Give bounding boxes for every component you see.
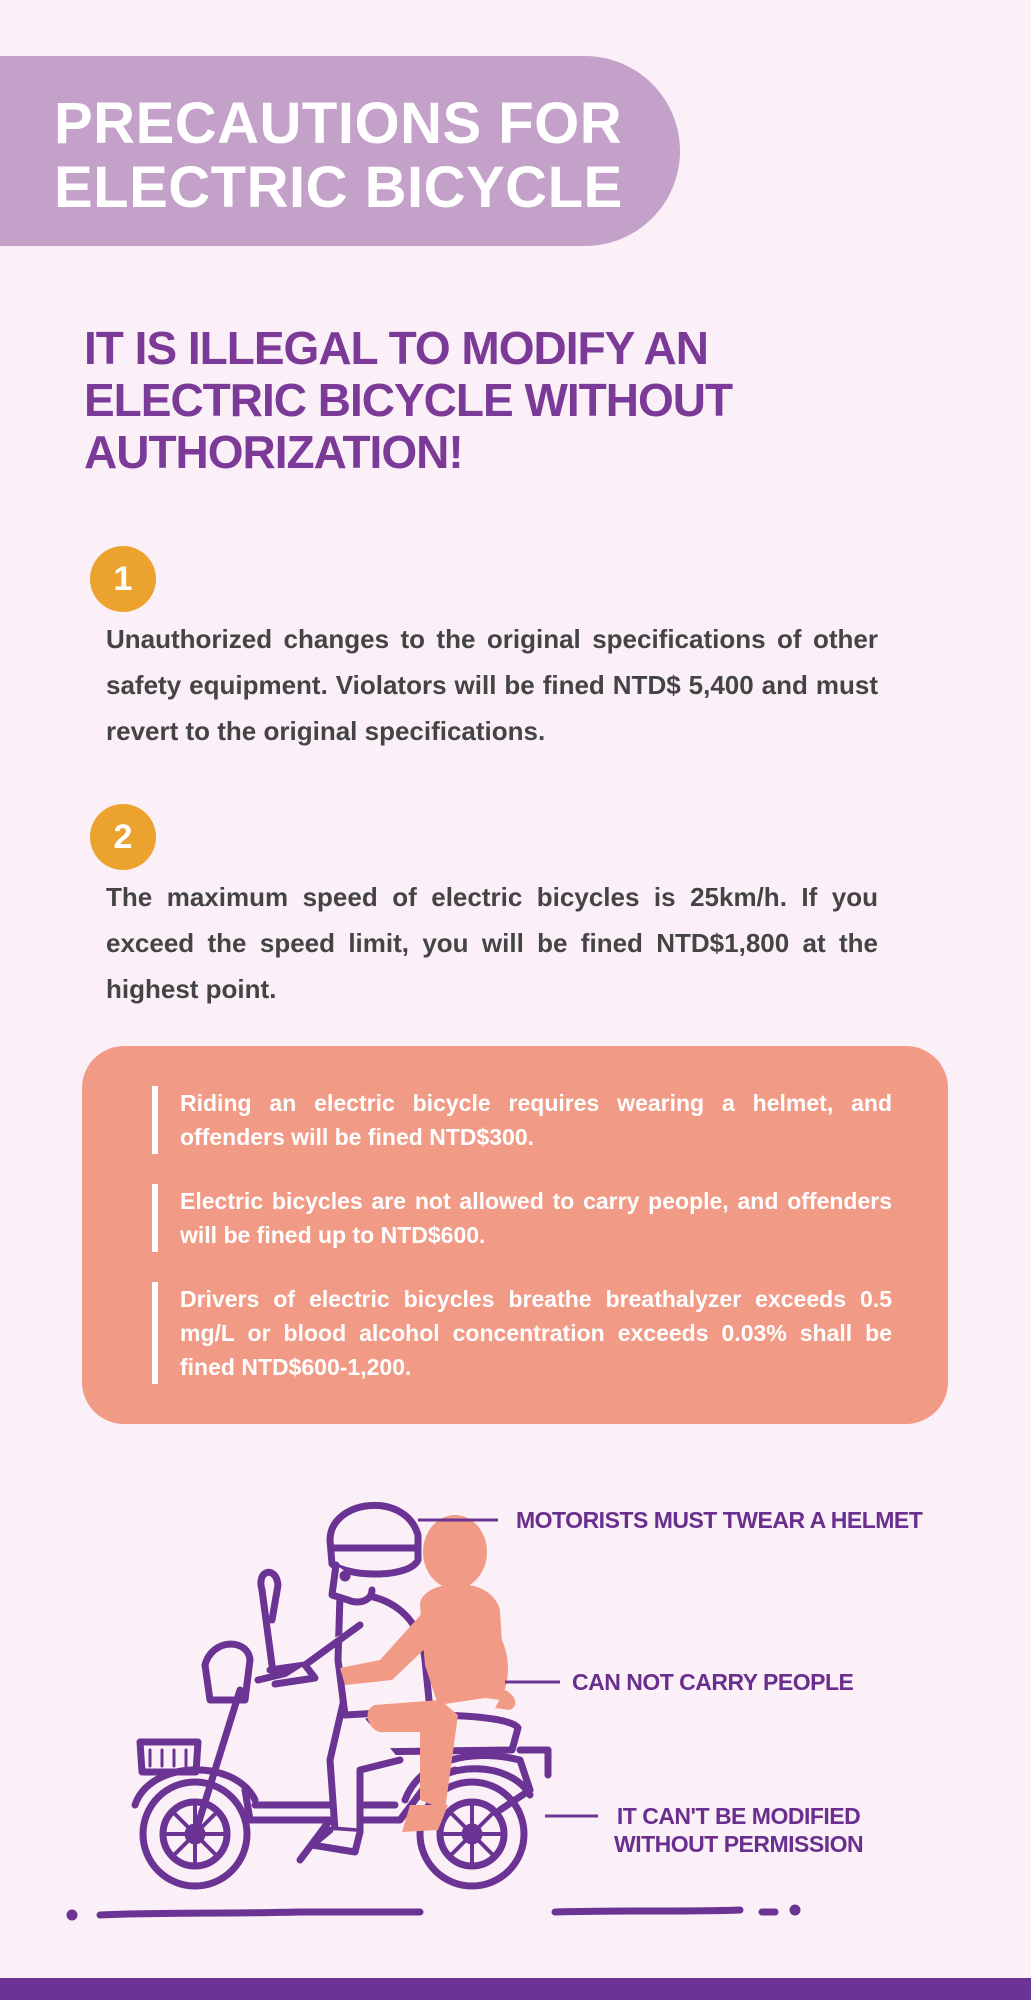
title-banner (0, 56, 680, 246)
item-2-text: The maximum speed of electric bicycles is 25km/h. If you exceed the speed limit, you will be fined NTD$1,800 at the highest point. (106, 882, 878, 1004)
item-1-number-badge: 1 (90, 546, 156, 612)
item-1-text: Unauthorized changes to the original specifications of other safety equipment. Violators will be fined NTD$ 5,400 and must revert to the original specifications. (106, 624, 878, 746)
page-title-line-2: ELECTRIC BICYCLE (54, 155, 623, 220)
headline-line-3: AUTHORIZATION! (84, 426, 463, 478)
rule-alcohol: Drivers of electric bicycles breathe breathalyzer exceeds 0.5 mg/L or blood alcohol concentration exceeds 0.03% shall be fined NTD$600-1,200. (152, 1282, 892, 1384)
callout-modified (614, 1802, 863, 1858)
headline-line-1: IT IS ILLEGAL TO MODIFY AN (84, 322, 708, 374)
page-title (54, 92, 623, 220)
illustration-area (0, 1460, 1031, 1940)
callout-modified-line-2: WITHOUT PERMISSION (614, 1831, 864, 1857)
callout-modified-line-1: IT CAN'T BE MODIFIED (616, 1803, 861, 1829)
page-title-line-1: PRECAUTIONS FOR (54, 91, 623, 156)
bottom-bar (0, 1978, 1031, 2000)
callout-helmet: MOTORISTS MUST TWEAR A HELMET (516, 1507, 923, 1533)
rule-helmet: Riding an electric bicycle requires wearing a helmet, and offenders will be fined NTD$300. (152, 1086, 892, 1154)
headline-line-2: ELECTRIC BICYCLE WITHOUT (84, 374, 733, 426)
rules-box (82, 1046, 948, 1424)
rule-passenger: Electric bicycles are not allowed to carry people, and offenders will be fined up to NTD$600. (152, 1184, 892, 1252)
callout-passenger: CAN NOT CARRY PEOPLE (572, 1669, 854, 1695)
warning-headline (84, 322, 784, 478)
item-2-number-badge: 2 (90, 804, 156, 870)
